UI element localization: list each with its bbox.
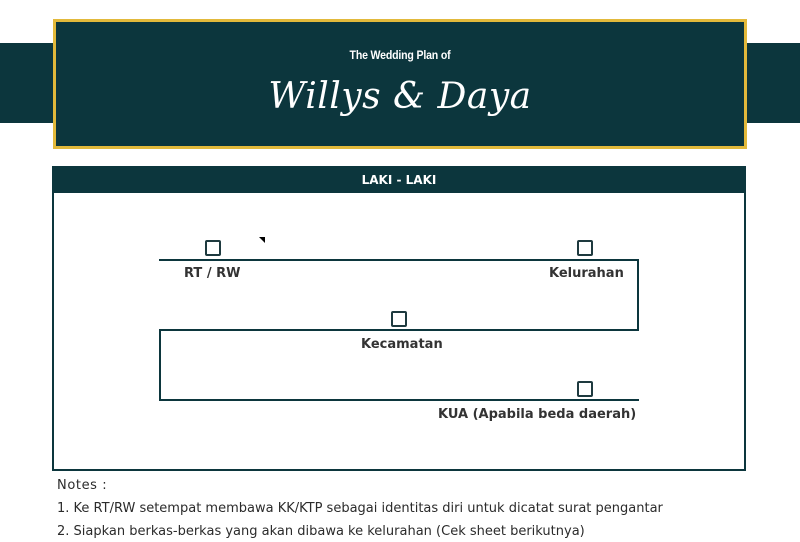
checkbox-kua[interactable] [577, 381, 593, 397]
banner-subtitle: The Wedding Plan of [349, 48, 451, 62]
flow-line-right [637, 259, 639, 331]
notes-block [57, 474, 663, 542]
note-item-2: 2. Siapkan berkas-berkas yang akan dibawa ke kelurahan (Cek sheet berikutnya) [57, 524, 585, 539]
step-label-kelurahan: Kelurahan [549, 266, 624, 281]
checkbox-rt-rw[interactable] [205, 240, 221, 256]
flow-line-top [159, 259, 639, 261]
step-label-kecamatan: Kecamatan [361, 337, 443, 352]
flow-line-middle [159, 329, 639, 331]
step-label-kua: KUA (Apabila beda daerah) [438, 407, 637, 422]
section-box [52, 193, 746, 471]
banner-title: Willys & Daya [268, 76, 532, 117]
title-banner [53, 19, 747, 149]
checkbox-kelurahan[interactable] [577, 240, 593, 256]
note-item-1: 1. Ke RT/RW setempat membawa KK/KTP sebagai identitas diri untuk dicatat surat pengantar [57, 501, 663, 516]
flow-line-bottom [159, 399, 639, 401]
flow-line-left [159, 329, 161, 401]
cell-comment-indicator-icon[interactable] [259, 237, 265, 243]
section-header: LAKI - LAKI [52, 166, 746, 193]
notes-title: Notes : [57, 478, 108, 493]
step-label-rt-rw: RT / RW [184, 266, 241, 281]
checkbox-kecamatan[interactable] [391, 311, 407, 327]
